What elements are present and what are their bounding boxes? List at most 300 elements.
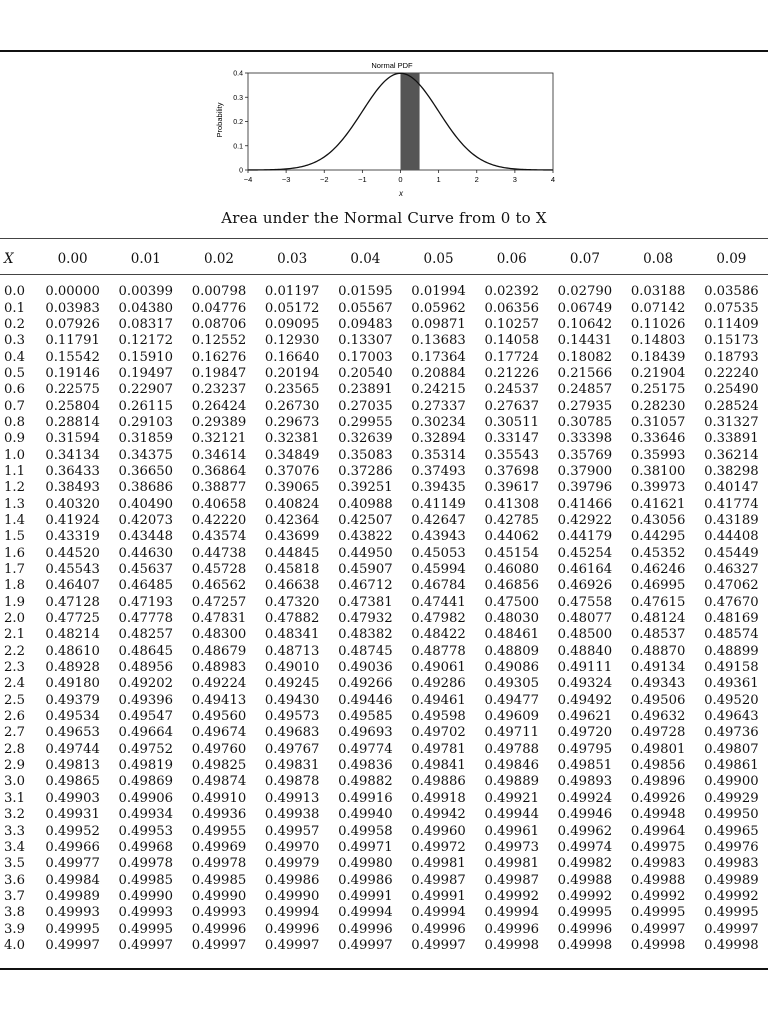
table-cell: 0.38298	[704, 463, 759, 479]
table-cell: 0.49913	[264, 790, 320, 806]
table-cell: 0.43056	[630, 512, 686, 528]
table-row	[0, 578, 768, 594]
table-cell: 0.49916	[338, 790, 393, 806]
table-cell: 0.20194	[264, 365, 320, 381]
table-cell: 0.49997	[338, 937, 393, 953]
table-cell: 0.33891	[704, 431, 759, 447]
table-cell: 0.49972	[411, 839, 466, 855]
table-row	[0, 349, 768, 365]
table-cell: 0.47882	[264, 611, 320, 627]
table-cell: 0.49977	[45, 856, 100, 872]
table-cell: 0.49846	[484, 758, 539, 774]
table-cell: 0.48077	[557, 611, 613, 627]
table-cell: 0.43448	[118, 529, 174, 545]
table-cell: 0.28814	[45, 414, 100, 430]
table-cell: 0.39796	[557, 480, 613, 496]
table-cell: 0.49674	[191, 725, 247, 741]
table-cell: 0.45907	[338, 562, 393, 578]
row-x-value: 3.8	[4, 905, 25, 921]
table-cell: 0.49982	[557, 856, 613, 872]
table-cell: 0.49966	[45, 839, 100, 855]
table-cell: 0.22575	[45, 382, 100, 398]
table-row	[0, 693, 768, 709]
column-header: 0.09	[716, 251, 747, 267]
table-cell: 0.48956	[118, 660, 174, 676]
table-cell: 0.49621	[557, 709, 613, 725]
table-cell: 0.49795	[557, 741, 613, 757]
table-cell: 0.47558	[557, 594, 613, 610]
table-cell: 0.46164	[557, 562, 613, 578]
table-cell: 0.20884	[411, 365, 466, 381]
table-cell: 0.49965	[704, 823, 759, 839]
table-cell: 0.48257	[118, 627, 174, 643]
table-cell: 0.11791	[45, 333, 100, 349]
table-cell: 0.49998	[630, 937, 686, 953]
table-cell: 0.49992	[484, 888, 539, 904]
table-cell: 0.43319	[45, 529, 100, 545]
table-cell: 0.49683	[264, 725, 320, 741]
row-x-value: 0.7	[4, 398, 25, 414]
table-cell: 0.49964	[630, 823, 686, 839]
table-cell: 0.13683	[411, 333, 466, 349]
table-cell: 0.24857	[557, 382, 613, 398]
x-tick-label: −3	[281, 175, 291, 184]
table-row	[0, 382, 768, 398]
table-cell: 0.49245	[264, 676, 320, 692]
x-tick-label: −2	[319, 175, 329, 184]
table-cell: 0.49994	[338, 905, 393, 921]
table-cell: 0.34375	[118, 447, 174, 463]
table-cell: 0.31594	[45, 431, 100, 447]
table-cell: 0.49940	[338, 807, 393, 823]
table-cell: 0.40988	[338, 496, 393, 512]
table-cell: 0.49361	[704, 676, 759, 692]
table-cell: 0.48983	[191, 660, 247, 676]
table-cell: 0.19497	[118, 365, 174, 381]
table-row	[0, 660, 768, 676]
row-x-value: 2.2	[4, 643, 25, 659]
table-cell: 0.47193	[118, 594, 174, 610]
table-cell: 0.41308	[484, 496, 539, 512]
table-cell: 0.48610	[45, 643, 100, 659]
table-cell: 0.49882	[338, 774, 393, 790]
table-cell: 0.49986	[338, 872, 393, 888]
figure-title: Normal PDF	[371, 61, 413, 70]
x-tick-label: 2	[474, 175, 479, 184]
table-cell: 0.48840	[557, 643, 613, 659]
table-cell: 0.47257	[191, 594, 247, 610]
table-cell: 0.49996	[557, 921, 613, 937]
table-cell: 0.39973	[630, 480, 686, 496]
table-cell: 0.49983	[630, 856, 686, 872]
table-cell: 0.47128	[45, 594, 100, 610]
table-cell: 0.49906	[118, 790, 174, 806]
table-cell: 0.27035	[338, 398, 393, 414]
table-cell: 0.45254	[557, 545, 613, 561]
table-cell: 0.03188	[630, 284, 686, 300]
table-cell: 0.24537	[484, 382, 539, 398]
row-x-value: 3.1	[4, 790, 25, 806]
table-cell: 0.46246	[630, 562, 686, 578]
table-cell: 0.36864	[191, 463, 247, 479]
table-cell: 0.49934	[118, 807, 174, 823]
y-axis-ticks	[233, 71, 248, 175]
row-x-value: 3.5	[4, 856, 25, 872]
row-x-value: 1.7	[4, 562, 25, 578]
row-x-value: 1.6	[4, 545, 25, 561]
row-x-value: 3.2	[4, 807, 25, 823]
table-cell: 0.49430	[264, 692, 320, 708]
table-cell: 0.13307	[338, 333, 393, 349]
table-cell: 0.12930	[264, 333, 320, 349]
table-cell: 0.49987	[484, 872, 539, 888]
table-cell: 0.46856	[484, 578, 539, 594]
table-cell: 0.45053	[411, 545, 466, 561]
table-cell: 0.49961	[484, 823, 539, 839]
table-cell: 0.33147	[484, 431, 539, 447]
table-cell: 0.49993	[191, 905, 247, 921]
table-cell: 0.42364	[264, 512, 320, 528]
column-header: 0.06	[496, 251, 527, 267]
row-x-value: 1.5	[4, 529, 25, 545]
table-cell: 0.28524	[704, 398, 759, 414]
table-cell: 0.49996	[191, 921, 247, 937]
table-cell: 0.09095	[264, 316, 320, 332]
table-row	[0, 889, 768, 905]
figure-xlabel: x	[399, 189, 403, 198]
table-cell: 0.49180	[45, 676, 100, 692]
table-cell: 0.19146	[45, 365, 100, 381]
table-cell: 0.42507	[338, 512, 393, 528]
table-cell: 0.49720	[557, 725, 613, 741]
table-cell: 0.21566	[557, 365, 613, 381]
table-cell: 0.39617	[484, 480, 539, 496]
row-x-value: 3.6	[4, 872, 25, 888]
table-cell: 0.47831	[191, 611, 247, 627]
top-rule	[0, 50, 768, 52]
table-cell: 0.49841	[411, 758, 466, 774]
table-cell: 0.49998	[704, 937, 759, 953]
table-row	[0, 823, 768, 839]
table-cell: 0.16276	[191, 349, 247, 365]
table-cell: 0.35769	[557, 447, 613, 463]
table-cell: 0.46485	[118, 578, 174, 594]
row-x-value: 2.1	[4, 627, 25, 643]
table-cell: 0.49921	[484, 790, 539, 806]
table-cell: 0.49957	[264, 823, 320, 839]
table-cell: 0.49996	[264, 921, 320, 937]
table-cell: 0.49997	[118, 937, 174, 953]
table-cell: 0.49886	[411, 774, 466, 790]
table-cell: 0.49413	[191, 692, 247, 708]
table-cell: 0.49910	[191, 790, 247, 806]
table-cell: 0.44179	[557, 529, 613, 545]
table-cell: 0.48778	[411, 643, 466, 659]
bottom-rule	[0, 968, 768, 970]
table-cell: 0.49477	[484, 692, 539, 708]
table-cell: 0.49878	[264, 774, 320, 790]
table-cell: 0.48214	[45, 627, 100, 643]
table-row	[0, 905, 768, 921]
table-cell: 0.08317	[118, 316, 174, 332]
table-row	[0, 709, 768, 725]
row-x-value: 1.1	[4, 463, 25, 479]
table-cell: 0.45637	[118, 562, 174, 578]
table-cell: 0.49774	[338, 741, 393, 757]
table-cell: 0.07142	[630, 300, 686, 316]
row-x-value: 2.8	[4, 741, 25, 757]
table-cell: 0.01595	[338, 284, 393, 300]
table-cell: 0.49985	[118, 872, 174, 888]
table-cell: 0.48300	[191, 627, 247, 643]
table-cell: 0.49831	[264, 758, 320, 774]
table-cell: 0.49547	[118, 709, 174, 725]
table-cell: 0.49991	[338, 888, 393, 904]
table-cell: 0.11026	[630, 316, 686, 332]
table-cell: 0.38100	[630, 463, 686, 479]
table-cell: 0.49946	[557, 807, 613, 823]
table-cell: 0.49998	[484, 937, 539, 953]
table-cell: 0.49643	[704, 709, 759, 725]
table-cell: 0.41774	[704, 496, 759, 512]
table-cell: 0.49036	[338, 660, 393, 676]
table-cell: 0.40658	[191, 496, 247, 512]
table-row	[0, 938, 768, 954]
table-cell: 0.49976	[704, 839, 759, 855]
table-cell: 0.15542	[45, 349, 100, 365]
table-cell: 0.01994	[411, 284, 466, 300]
table-row	[0, 774, 768, 790]
table-cell: 0.49736	[704, 725, 759, 741]
table-cell: 0.49991	[411, 888, 466, 904]
table-cell: 0.49664	[118, 725, 174, 741]
table-cell: 0.02790	[557, 284, 613, 300]
x-tick-label: −1	[358, 175, 367, 184]
table-cell: 0.10642	[557, 316, 613, 332]
spacer-cell	[0, 274, 768, 284]
table-cell: 0.07926	[45, 316, 100, 332]
table-cell: 0.49979	[264, 856, 320, 872]
table-cell: 0.27935	[557, 398, 613, 414]
table-cell: 0.42073	[118, 512, 174, 528]
table-cell: 0.42922	[557, 512, 613, 528]
table-row	[0, 644, 768, 660]
column-header: 0.02	[203, 251, 234, 267]
normal-distribution-table	[0, 244, 768, 954]
table-cell: 0.46995	[630, 578, 686, 594]
table-cell: 0.27337	[411, 398, 466, 414]
table-cell: 0.48679	[191, 643, 247, 659]
table-cell: 0.49955	[191, 823, 247, 839]
table-cell: 0.49324	[557, 676, 613, 692]
table-cell: 0.11409	[704, 316, 759, 332]
y-tick-label: 0.3	[233, 94, 243, 102]
table-cell: 0.49874	[191, 774, 247, 790]
table-row	[0, 398, 768, 414]
table-cell: 0.49942	[411, 807, 466, 823]
y-tick-label: 0	[239, 167, 243, 175]
table-cell: 0.49994	[484, 905, 539, 921]
table-cell: 0.29389	[191, 414, 247, 430]
row-x-value: 0.0	[4, 284, 25, 300]
table-cell: 0.47778	[118, 611, 174, 627]
table-cell: 0.25490	[704, 382, 759, 398]
table-cell: 0.48899	[704, 643, 759, 659]
row-x-value: 1.4	[4, 512, 25, 528]
table-cell: 0.39065	[264, 480, 320, 496]
table-cell: 0.49801	[630, 741, 686, 757]
table-cell: 0.30511	[484, 414, 539, 430]
table-cell: 0.49929	[704, 790, 759, 806]
x-tick-label: 4	[550, 175, 556, 184]
table-cell: 0.49461	[411, 692, 466, 708]
table-cell: 0.49952	[45, 823, 100, 839]
table-cell: 0.48382	[338, 627, 393, 643]
table-caption: Area under the Normal Curve from 0 to X	[221, 209, 547, 227]
table-cell: 0.47381	[338, 594, 393, 610]
table-cell: 0.47932	[338, 611, 393, 627]
table-cell: 0.49998	[557, 937, 613, 953]
table-cell: 0.26424	[191, 398, 247, 414]
table-cell: 0.49993	[45, 905, 100, 921]
table-cell: 0.23891	[338, 382, 393, 398]
table-cell: 0.49851	[557, 758, 613, 774]
table-cell: 0.49086	[484, 660, 539, 676]
row-x-value: 0.9	[4, 431, 25, 447]
table-cell: 0.40147	[704, 480, 759, 496]
table-cell: 0.09871	[411, 316, 466, 332]
table-cell: 0.46407	[45, 578, 100, 594]
row-x-value: 2.9	[4, 758, 25, 774]
table-cell: 0.46926	[557, 578, 613, 594]
table-cell: 0.39435	[411, 480, 466, 496]
table-cell: 0.25175	[630, 382, 686, 398]
table-cell: 0.49343	[630, 676, 686, 692]
table-cell: 0.26115	[118, 398, 174, 414]
row-x-value: 0.8	[4, 414, 25, 430]
figure-ylabel: Probability	[215, 102, 224, 138]
table-cell: 0.37493	[411, 463, 466, 479]
table-cell: 0.14803	[630, 333, 686, 349]
table-row	[0, 447, 768, 463]
table-cell: 0.49958	[338, 823, 393, 839]
table-cell: 0.43822	[338, 529, 393, 545]
table-cell: 0.34134	[45, 447, 100, 463]
table-cell: 0.44845	[264, 545, 320, 561]
table-cell: 0.42220	[191, 512, 247, 528]
table-cell: 0.47320	[264, 594, 320, 610]
table-cell: 0.49492	[557, 692, 613, 708]
row-x-value: 1.0	[4, 447, 25, 463]
column-header: 0.08	[643, 251, 674, 267]
table-cell: 0.28230	[630, 398, 686, 414]
table-cell: 0.49134	[630, 660, 686, 676]
table-cell: 0.06749	[557, 300, 613, 316]
table-cell: 0.49997	[630, 921, 686, 937]
table-row	[0, 872, 768, 888]
table-cell: 0.46327	[704, 562, 759, 578]
row-x-value: 4.0	[4, 937, 25, 953]
y-tick-label: 0.2	[233, 119, 243, 126]
table-cell: 0.01197	[264, 284, 320, 300]
table-cell: 0.48745	[338, 643, 393, 659]
table-cell: 0.49983	[704, 856, 759, 872]
table-cell: 0.45994	[411, 562, 466, 578]
table-cell: 0.49938	[264, 807, 320, 823]
table-cell: 0.49990	[118, 888, 174, 904]
table-cell: 0.49520	[704, 692, 759, 708]
table-cell: 0.12552	[191, 333, 247, 349]
table-cell: 0.49926	[630, 790, 686, 806]
table-cell: 0.05172	[264, 300, 320, 316]
table-cell: 0.49978	[191, 856, 247, 872]
table-cell: 0.49981	[484, 856, 539, 872]
table-cell: 0.07535	[704, 300, 759, 316]
table-cell: 0.49534	[45, 709, 100, 725]
table-cell: 0.05567	[338, 300, 393, 316]
x-tick-label: 3	[512, 175, 517, 184]
table-cell: 0.41149	[411, 496, 466, 512]
table-cell: 0.49446	[338, 692, 393, 708]
table-cell: 0.49573	[264, 709, 320, 725]
table-cell: 0.35314	[411, 447, 466, 463]
row-x-value: 2.3	[4, 660, 25, 676]
table-cell: 0.49158	[704, 660, 759, 676]
table-cell: 0.23237	[191, 382, 247, 398]
row-x-value: 3.4	[4, 839, 25, 855]
table-cell: 0.46638	[264, 578, 320, 594]
table-cell: 0.49986	[264, 872, 320, 888]
table-cell: 0.43943	[411, 529, 466, 545]
table-cell: 0.49111	[557, 660, 613, 676]
row-x-value: 1.3	[4, 496, 25, 512]
table-cell: 0.44062	[484, 529, 539, 545]
table-cell: 0.43189	[704, 512, 759, 528]
table-cell: 0.00000	[45, 284, 100, 300]
table-cell: 0.49744	[45, 741, 100, 757]
table-row	[0, 464, 768, 480]
row-x-value: 0.5	[4, 365, 25, 381]
table-cell: 0.49560	[191, 709, 247, 725]
table-row	[0, 595, 768, 611]
table-cell: 0.29673	[264, 414, 320, 430]
table-cell: 0.06356	[484, 300, 539, 316]
table-row	[0, 284, 768, 300]
x-axis-ticks	[244, 170, 555, 184]
table-cell: 0.49994	[411, 905, 466, 921]
table-cell: 0.17003	[338, 349, 393, 365]
table-cell: 0.29103	[118, 414, 174, 430]
table-row	[0, 921, 768, 937]
table-cell: 0.49973	[484, 839, 539, 855]
table-cell: 0.48870	[630, 643, 686, 659]
table-cell: 0.49856	[630, 758, 686, 774]
table-cell: 0.12172	[118, 333, 174, 349]
caption-rule	[0, 238, 768, 239]
table-cell: 0.49995	[557, 905, 613, 921]
table-cell: 0.49997	[264, 937, 320, 953]
x-tick-label: −4	[243, 175, 253, 184]
table-cell: 0.37698	[484, 463, 539, 479]
table-cell: 0.37076	[264, 463, 320, 479]
table-cell: 0.49989	[704, 872, 759, 888]
table-cell: 0.49997	[704, 921, 759, 937]
table-cell: 0.49970	[264, 839, 320, 855]
table-cell: 0.49702	[411, 725, 466, 741]
table-cell: 0.18082	[557, 349, 613, 365]
table-cell: 0.05962	[411, 300, 466, 316]
row-x-value: 1.2	[4, 480, 25, 496]
